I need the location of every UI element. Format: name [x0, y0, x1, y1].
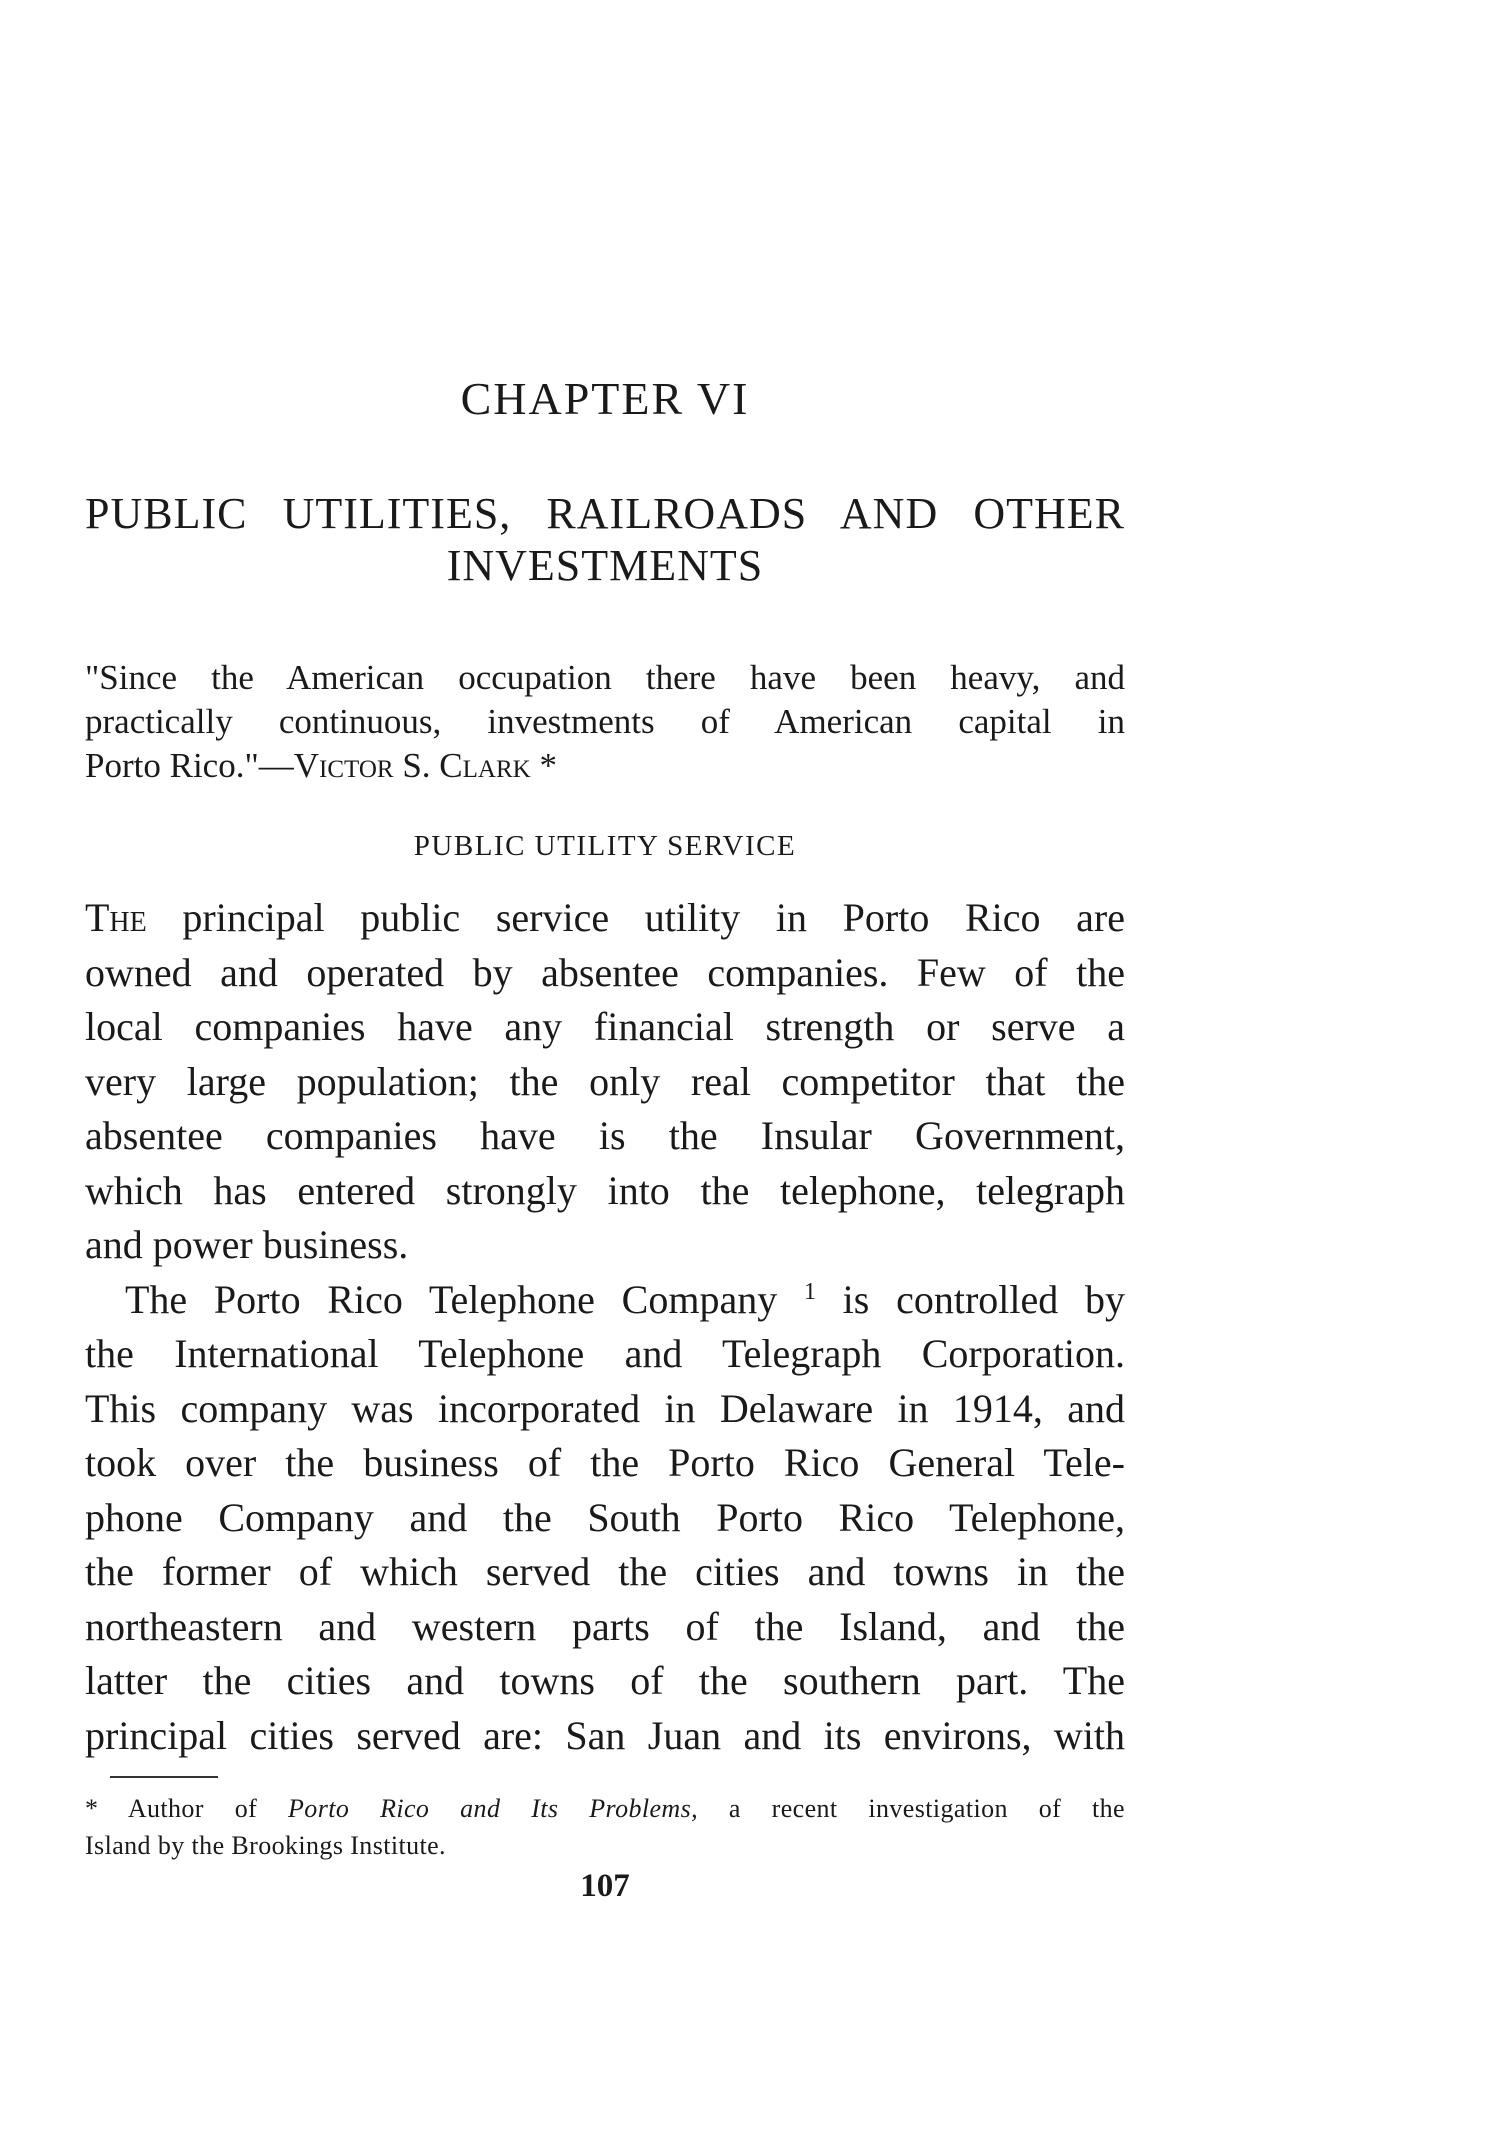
- chapter-title: [85, 488, 1125, 592]
- paragraph-2-line-2: the International Telephone and Telegraph Corporation.: [85, 1331, 1125, 1376]
- paragraph-1-drop-word: The: [85, 895, 147, 940]
- paragraph-1-line-3: local companies have any financial strength or serve a: [85, 1004, 1125, 1049]
- epigraph-author: Victor S. Clark: [293, 746, 531, 785]
- footnote-line-1: [85, 1790, 1125, 1827]
- paragraph-1-line-1-rest: principal public service utility in Porto Rico are: [146, 895, 1125, 940]
- paragraph-1-line-5: absentee companies have is the Insular Government,: [85, 1113, 1125, 1158]
- paragraph-2-line-1: [85, 1273, 1125, 1328]
- footnote-reference: 1: [803, 1278, 816, 1305]
- epigraph-footnote-marker: *: [530, 746, 557, 785]
- epigraph-line-1: "Since the American occupation there have been heavy, and: [85, 658, 1125, 697]
- chapter-title-line-1: PUBLIC UTILITIES, RAILROADS AND OTHER: [85, 489, 1125, 538]
- paragraph-2-line-4: took over the business of the Porto Rico General Tele-: [85, 1440, 1125, 1485]
- paragraph-2-line-8: latter the cities and towns of the southern part. The: [85, 1658, 1125, 1703]
- paragraph-1-line-7: and power business.: [85, 1222, 409, 1267]
- paragraph-2-line-3: This company was incorporated in Delaware in 1914, and: [85, 1385, 1125, 1431]
- epigraph-line-2: practically continuous, investments of American capital in: [85, 702, 1125, 741]
- footnote-text-after: a recent investigation of the: [698, 1794, 1125, 1823]
- epigraph-line-3-text: Porto Rico."—: [85, 746, 294, 785]
- paragraph-1-line-1: [85, 891, 1125, 946]
- paragraph-2-line-9: principal cities served are: San Juan and its environs, with: [85, 1712, 1125, 1758]
- footnote-line-2: Island by the Brookings Institute.: [85, 1831, 446, 1860]
- chapter-title-line-2: INVESTMENTS: [446, 541, 764, 590]
- paragraph-2-line-1-before: The Porto Rico Telephone Company: [125, 1276, 778, 1322]
- body-text: [85, 891, 1125, 1763]
- footnote: [85, 1790, 1125, 1864]
- paragraph-2-line-1-after: is controlled by: [815, 1276, 1125, 1322]
- footnote-divider: [110, 1776, 218, 1778]
- epigraph-line-3: [85, 744, 1125, 788]
- section-heading: PUBLIC UTILITY SERVICE: [413, 830, 797, 862]
- paragraph-1-line-2: owned and operated by absentee companies. Few of the: [85, 949, 1125, 995]
- chapter-number: CHAPTER VI: [460, 373, 750, 424]
- footnote-book-title: Porto Rico and Its Problems,: [288, 1794, 699, 1823]
- paragraph-2-line-5: phone Company and the South Porto Rico Telephone,: [85, 1494, 1125, 1540]
- page-number: 107: [580, 1868, 630, 1904]
- paragraph-1-line-6: which has entered strongly into the telephone, telegraph: [85, 1167, 1125, 1213]
- footnote-marker: *: [85, 1794, 128, 1823]
- epigraph: [85, 656, 1125, 788]
- paragraph-1-line-4: very large population; the only real competitor that the: [85, 1058, 1125, 1104]
- footnote-text-before: Author of: [127, 1794, 289, 1823]
- paragraph-2-line-6: the former of which served the cities and towns in the: [85, 1549, 1125, 1594]
- paragraph-2-line-7: northeastern and western parts of the Island, and the: [85, 1603, 1125, 1649]
